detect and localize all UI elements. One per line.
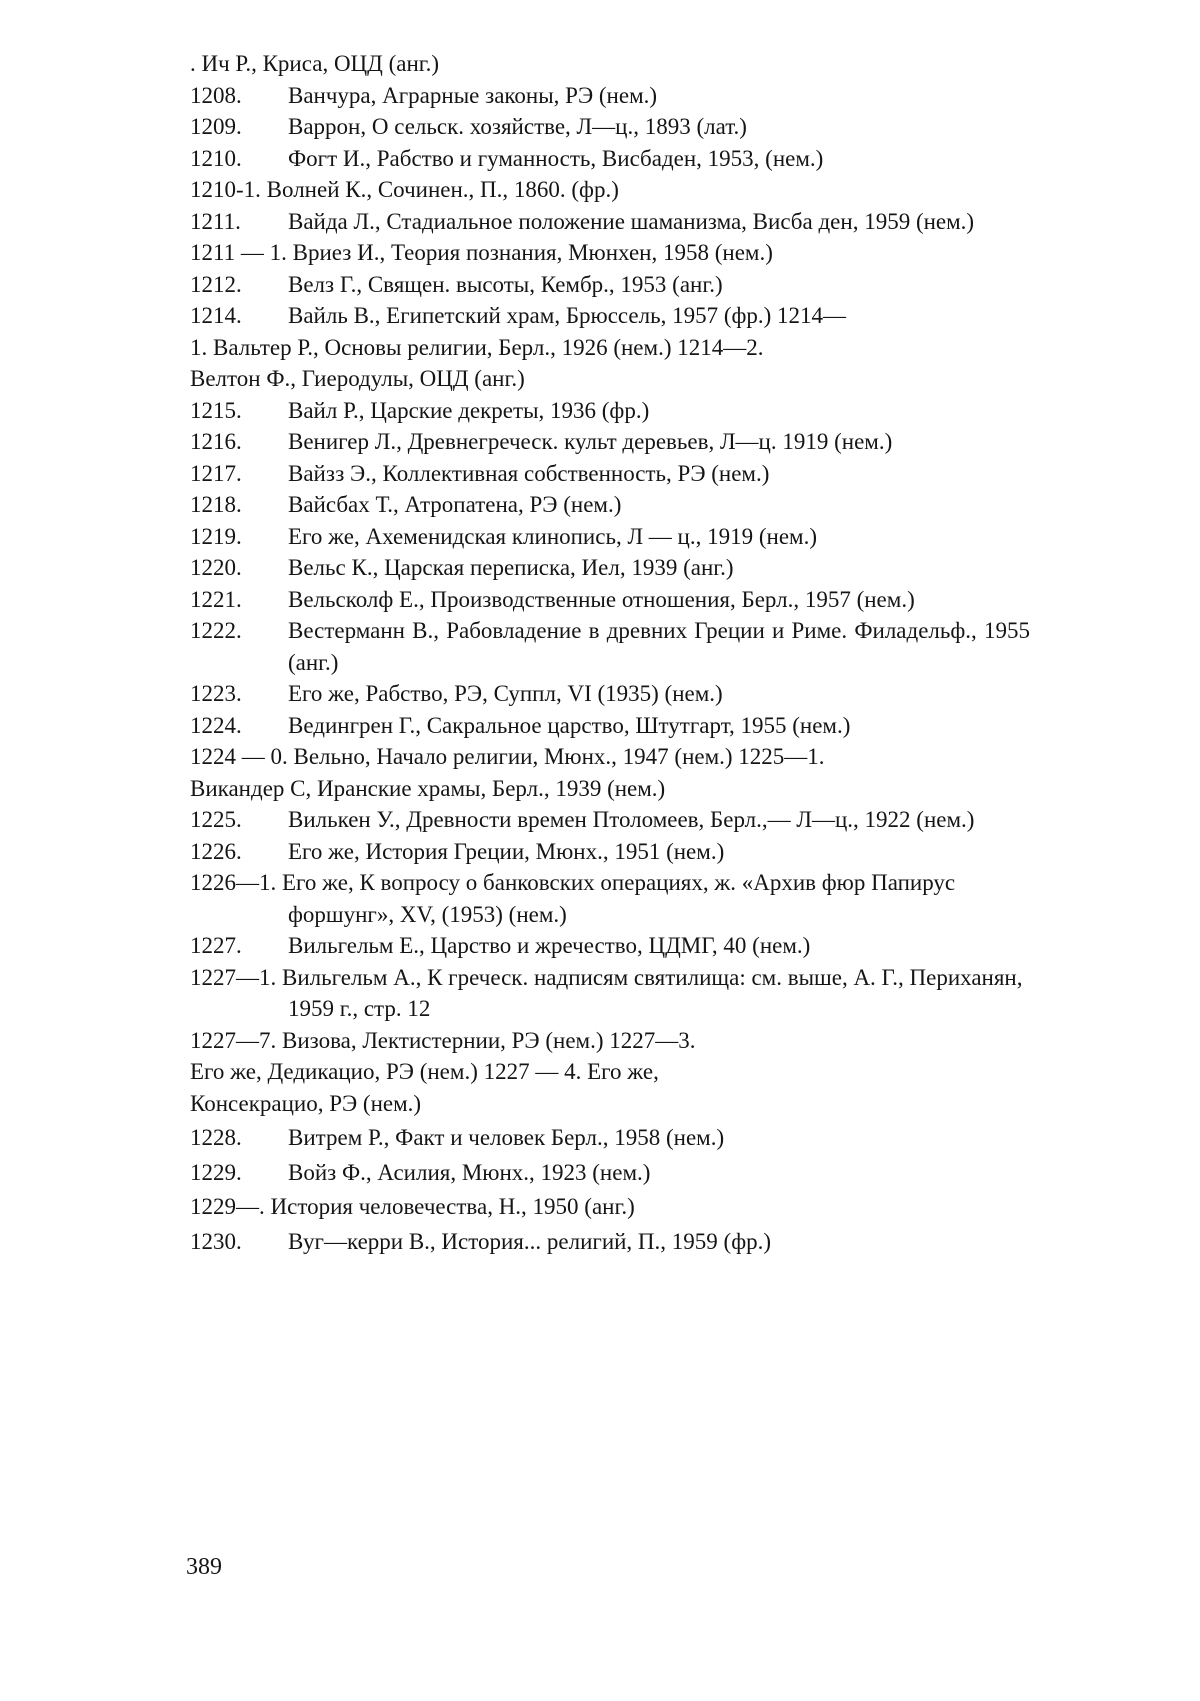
- bibliography-entry: [190, 269, 1030, 301]
- entry-number: 1226.: [190, 838, 242, 864]
- bibliography-entry: [190, 867, 1030, 930]
- bibliography-entry: [190, 615, 1030, 678]
- entry-text: Вилькен У., Древности времен Птоломеев, Берл.,— Л—ц., 1922 (нем.): [288, 807, 975, 832]
- bibliography-entry: 1210-1. Волней К., Сочинен., П., 1860. (фр.): [190, 177, 619, 202]
- entry-number: 1217.: [190, 460, 242, 486]
- entry-number: 1209.: [190, 114, 242, 139]
- entry-text: Витрем Р., Факт и человек Берл., 1958 (нем.): [288, 1125, 725, 1150]
- bibliography-entry: [190, 1226, 1030, 1258]
- bibliography-entry: [190, 962, 1030, 1025]
- bibliography-entry: [190, 489, 1030, 521]
- entry-text: Вайл Р., Царские декреты, 1936 (фр.): [288, 397, 650, 423]
- bibliography-entry: Викандер С, Иранские храмы, Берл., 1939 (нем.): [190, 775, 666, 801]
- bibliography-entry: 1. Вальтер Р., Основы религии, Берл., 1926 (нем.) 1214—2.: [190, 334, 764, 360]
- bibliography-entry: [190, 678, 1030, 710]
- entry-number: 1212.: [190, 271, 242, 297]
- entry-number: 1211.: [190, 208, 241, 234]
- entry-text: Вельсколф Е., Производственные отношения, Берл., 1957 (нем.): [288, 586, 915, 612]
- entry-number: 1220.: [190, 555, 242, 580]
- bibliography-entry: [190, 521, 1030, 553]
- entry-number: 1221.: [190, 586, 242, 612]
- bibliography-entry: [190, 426, 1030, 458]
- entry-number: 1218.: [190, 492, 242, 517]
- bibliography-entry: [190, 552, 1030, 584]
- entry-number: 1223.: [190, 681, 242, 706]
- bibliography-entry: Его же, Дедикацио, РЭ (нем.) 1227 — 4. Его же,: [190, 1059, 659, 1084]
- entry-text: Вильгельм Е., Царство и жречество, ЦДМГ, 40 (нем.): [288, 933, 811, 958]
- bibliography-entry: [190, 804, 1030, 836]
- entry-number: 1208.: [190, 82, 242, 108]
- page-number: 389: [186, 1554, 222, 1580]
- entry-number: 1216.: [190, 429, 242, 454]
- bibliography-entry: [190, 395, 1030, 427]
- bibliography-entry: [190, 206, 1030, 238]
- entry-number: 1228.: [190, 1125, 242, 1150]
- entry-number: 1229.: [190, 1159, 242, 1185]
- entry-number: 1222.: [190, 618, 242, 643]
- entry-number: 1225.: [190, 807, 242, 832]
- bibliography-entry: [190, 930, 1030, 962]
- bibliography-entry: . Ич Р., Криса, ОЦД (анг.): [190, 51, 440, 76]
- entry-text: Его же, История Греции, Мюнх., 1951 (нем.): [288, 838, 725, 864]
- entry-number: 1230.: [190, 1228, 242, 1254]
- entry-text: Вельс К., Царская переписка, Иел, 1939 (анг.): [288, 555, 734, 580]
- entry-text: Вайзз Э., Коллективная собственность, РЭ (нем.): [288, 460, 770, 486]
- entry-text: Войз Ф., Асилия, Мюнх., 1923 (нем.): [288, 1159, 651, 1185]
- bibliography-entry: [190, 111, 1030, 143]
- bibliography-entry: [190, 584, 1030, 616]
- entry-text: Вестерманн В., Рабовладение в древних Греции и Риме. Филадельф., 1955 (анг.): [288, 618, 1030, 675]
- bibliography-entry: [190, 836, 1030, 868]
- entry-text: Вуг—керри В., История... религий, П., 1959 (фр.): [288, 1228, 772, 1254]
- entry-text: Венигер Л., Древнегреческ. культ деревьев, Л—ц. 1919 (нем.): [288, 429, 893, 454]
- bibliography-entry: [190, 710, 1030, 742]
- bibliography-entry: 1227—7. Визова, Лектистернии, РЭ (нем.) 1227—3.: [190, 1027, 696, 1053]
- entry-text: Велз Г., Священ. высоты, Кембр., 1953 (анг.): [288, 271, 723, 297]
- bibliography-entry: [190, 143, 1030, 175]
- bibliography-entry: [190, 80, 1030, 112]
- bibliography-entry: [190, 1157, 1030, 1189]
- entry-text: 1226—1. Его же, К вопросу о банковских операциях, ж. «Архив фюр Папирус форшунг», XV, (1953) (нем.): [190, 870, 956, 927]
- bibliography-entry: [190, 1122, 1030, 1154]
- entry-number: 1219.: [190, 523, 242, 549]
- entry-text: Его же, Рабство, РЭ, Суппл, VI (1935) (нем.): [288, 681, 723, 706]
- entry-text: Ванчура, Аграрные законы, РЭ (нем.): [288, 82, 658, 108]
- entry-number: 1224.: [190, 712, 242, 738]
- bibliography-entry: Велтон Ф., Гиеродулы, ОЦД (анг.): [190, 366, 525, 391]
- entry-text: Фогт И., Рабство и гуманность, Висбаден, 1953, (нем.): [288, 145, 824, 171]
- entry-number: 1215.: [190, 397, 242, 423]
- bibliography-entry: 1211 — 1. Вриез И., Теория познания, Мюнхен, 1958 (нем.): [190, 240, 773, 265]
- entry-text: Вайсбах Т., Атропатена, РЭ (нем.): [288, 492, 622, 517]
- entry-text: Варрон, О сельск. хозяйстве, Л—ц., 1893 (лат.): [288, 114, 747, 139]
- bibliography-entry: [190, 458, 1030, 490]
- bibliography-entry: 1224 — 0. Вельно, Начало религии, Мюнх., 1947 (нем.) 1225—1.: [190, 744, 825, 769]
- entry-text: 1227—1. Вильгельм А., К греческ. надписям святилища: см. выше, А. Г., Периханян, 1959 г., стр. 12: [190, 964, 1023, 1021]
- entry-text: Ведингрен Г., Сакральное царство, Штутгарт, 1955 (нем.): [288, 712, 851, 738]
- entry-number: 1210.: [190, 145, 242, 171]
- entry-text: Вайда Л., Стадиальное положение шаманизма, Висба ден, 1959 (нем.): [288, 208, 975, 234]
- bibliography-entry: [190, 300, 1030, 332]
- entry-text: Вайль В., Египетский храм, Брюссель, 1957 (фр.) 1214—: [288, 303, 847, 328]
- entry-number: 1227.: [190, 933, 242, 958]
- entry-text: Его же, Ахеменидская клинопись, Л — ц., 1919 (нем.): [288, 523, 817, 549]
- bibliography-list: [190, 48, 1030, 1257]
- bibliography-entry: 1229—. История человечества, Н., 1950 (анг.): [190, 1194, 635, 1219]
- entry-number: 1214.: [190, 303, 242, 328]
- bibliography-entry: Консекрацио, РЭ (нем.): [190, 1090, 422, 1116]
